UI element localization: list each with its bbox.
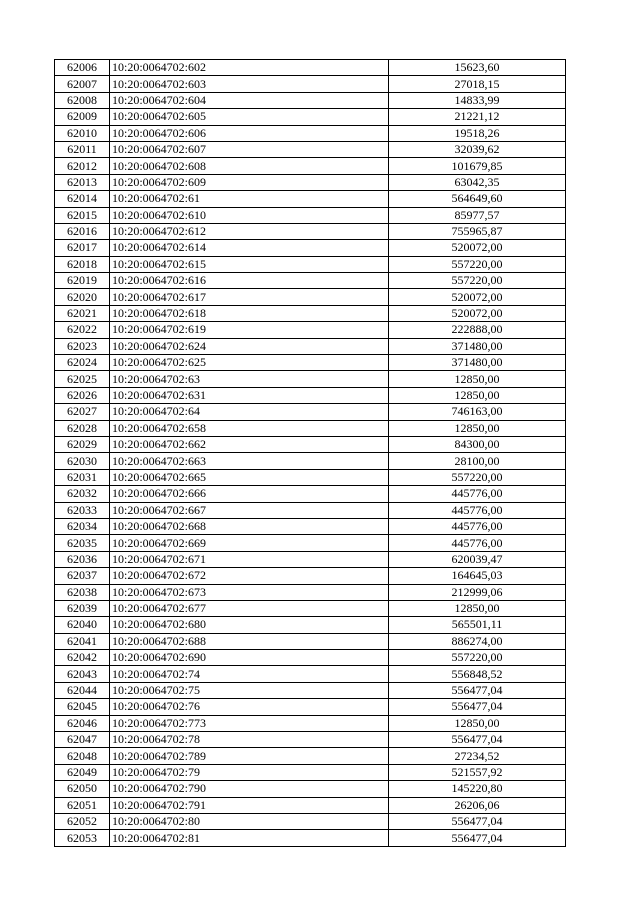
table-row (55, 502, 566, 518)
cadastral-number-cell: 10:20:0064702:688 (110, 633, 389, 649)
cadastral-number-cell: 10:20:0064702:603 (110, 76, 389, 92)
cadastral-number-cell: 10:20:0064702:671 (110, 551, 389, 567)
cadastral-value-cell: 164645,03 (389, 568, 566, 584)
table-row (55, 813, 566, 829)
cadastral-value-cell: 886274,00 (389, 633, 566, 649)
row-number-cell: 62018 (55, 256, 110, 272)
table-row (55, 420, 566, 436)
cadastral-value-cell: 520072,00 (389, 240, 566, 256)
cadastral-value-cell: 565501,11 (389, 617, 566, 633)
cadastral-number-cell: 10:20:0064702:610 (110, 207, 389, 223)
cadastral-value-cell: 521557,92 (389, 764, 566, 780)
table-row (55, 781, 566, 797)
cadastral-number-cell: 10:20:0064702:666 (110, 486, 389, 502)
row-number-cell: 62048 (55, 748, 110, 764)
row-number-cell: 62038 (55, 584, 110, 600)
row-number-cell: 62027 (55, 404, 110, 420)
cadastral-number-cell: 10:20:0064702:619 (110, 322, 389, 338)
cadastral-number-cell: 10:20:0064702:602 (110, 60, 389, 76)
table-row (55, 355, 566, 371)
row-number-cell: 62009 (55, 109, 110, 125)
cadastral-number-cell: 10:20:0064702:624 (110, 338, 389, 354)
cadastral-value-cell: 84300,00 (389, 436, 566, 452)
table-row (55, 551, 566, 567)
cadastral-value-cell: 27234,52 (389, 748, 566, 764)
row-number-cell: 62028 (55, 420, 110, 436)
cadastral-number-cell: 10:20:0064702:616 (110, 273, 389, 289)
table-row (55, 92, 566, 108)
row-number-cell: 62021 (55, 305, 110, 321)
cadastral-value-cell: 21221,12 (389, 109, 566, 125)
cadastral-value-cell: 12850,00 (389, 420, 566, 436)
row-number-cell: 62039 (55, 600, 110, 616)
table-row (55, 535, 566, 551)
cadastral-value-cell: 101679,85 (389, 158, 566, 174)
cadastral-number-cell: 10:20:0064702:609 (110, 174, 389, 190)
cadastral-number-cell: 10:20:0064702:64 (110, 404, 389, 420)
table-row (55, 158, 566, 174)
cadastral-number-cell: 10:20:0064702:78 (110, 732, 389, 748)
row-number-cell: 62024 (55, 355, 110, 371)
table-row (55, 338, 566, 354)
row-number-cell: 62014 (55, 191, 110, 207)
cadastral-number-cell: 10:20:0064702:604 (110, 92, 389, 108)
cadastral-number-cell: 10:20:0064702:665 (110, 469, 389, 485)
cadastral-value-cell: 32039,62 (389, 141, 566, 157)
cadastral-value-cell: 556477,04 (389, 682, 566, 698)
cadastral-number-cell: 10:20:0064702:608 (110, 158, 389, 174)
table-row (55, 125, 566, 141)
cadastral-value-cell: 28100,00 (389, 453, 566, 469)
cadastral-value-cell: 445776,00 (389, 502, 566, 518)
cadastral-value-cell: 12850,00 (389, 387, 566, 403)
cadastral-number-cell: 10:20:0064702:76 (110, 699, 389, 715)
cadastral-value-cell: 520072,00 (389, 305, 566, 321)
row-number-cell: 62022 (55, 322, 110, 338)
cadastral-value-cell: 12850,00 (389, 371, 566, 387)
cadastral-number-cell: 10:20:0064702:789 (110, 748, 389, 764)
cadastral-value-cell: 19518,26 (389, 125, 566, 141)
cadastral-number-cell: 10:20:0064702:677 (110, 600, 389, 616)
row-number-cell: 62035 (55, 535, 110, 551)
row-number-cell: 62053 (55, 830, 110, 846)
table-row (55, 699, 566, 715)
cadastral-number-cell: 10:20:0064702:80 (110, 813, 389, 829)
row-number-cell: 62032 (55, 486, 110, 502)
table-row (55, 764, 566, 780)
row-number-cell: 62047 (55, 732, 110, 748)
cadastral-value-cell: 557220,00 (389, 256, 566, 272)
cadastral-value-cell: 15623,60 (389, 60, 566, 76)
row-number-cell: 62045 (55, 699, 110, 715)
cadastral-number-cell: 10:20:0064702:615 (110, 256, 389, 272)
cadastral-number-cell: 10:20:0064702:669 (110, 535, 389, 551)
cadastral-number-cell: 10:20:0064702:617 (110, 289, 389, 305)
cadastral-value-cell: 557220,00 (389, 273, 566, 289)
cadastral-value-cell: 556848,52 (389, 666, 566, 682)
row-number-cell: 62012 (55, 158, 110, 174)
table-row (55, 60, 566, 76)
table-row (55, 830, 566, 846)
cadastral-value-cell: 556477,04 (389, 830, 566, 846)
row-number-cell: 62034 (55, 518, 110, 534)
row-number-cell: 62013 (55, 174, 110, 190)
table-row (55, 666, 566, 682)
row-number-cell: 62015 (55, 207, 110, 223)
row-number-cell: 62033 (55, 502, 110, 518)
row-number-cell: 62046 (55, 715, 110, 731)
table-row (55, 469, 566, 485)
row-number-cell: 62049 (55, 764, 110, 780)
cadastral-number-cell: 10:20:0064702:668 (110, 518, 389, 534)
table-row (55, 568, 566, 584)
row-number-cell: 62029 (55, 436, 110, 452)
row-number-cell: 62044 (55, 682, 110, 698)
table-row (55, 207, 566, 223)
cadastral-number-cell: 10:20:0064702:631 (110, 387, 389, 403)
cadastral-value-cell: 445776,00 (389, 535, 566, 551)
cadastral-number-cell: 10:20:0064702:773 (110, 715, 389, 731)
cadastral-value-cell: 212999,06 (389, 584, 566, 600)
cadastral-value-cell: 746163,00 (389, 404, 566, 420)
cadastral-value-cell: 556477,04 (389, 813, 566, 829)
table-body (55, 60, 566, 847)
row-number-cell: 62030 (55, 453, 110, 469)
table-row (55, 191, 566, 207)
cadastral-number-cell: 10:20:0064702:81 (110, 830, 389, 846)
table-row (55, 387, 566, 403)
cadastral-number-cell: 10:20:0064702:625 (110, 355, 389, 371)
cadastral-number-cell: 10:20:0064702:605 (110, 109, 389, 125)
cadastral-number-cell: 10:20:0064702:790 (110, 781, 389, 797)
cadastral-value-cell: 557220,00 (389, 469, 566, 485)
table-row (55, 617, 566, 633)
row-number-cell: 62008 (55, 92, 110, 108)
row-number-cell: 62052 (55, 813, 110, 829)
table-row (55, 223, 566, 239)
cadastral-value-cell: 12850,00 (389, 715, 566, 731)
cadastral-number-cell: 10:20:0064702:791 (110, 797, 389, 813)
row-number-cell: 62023 (55, 338, 110, 354)
cadastral-value-cell: 27018,15 (389, 76, 566, 92)
cadastral-number-cell: 10:20:0064702:672 (110, 568, 389, 584)
cadastral-value-cell: 222888,00 (389, 322, 566, 338)
table-row (55, 633, 566, 649)
row-number-cell: 62043 (55, 666, 110, 682)
table-row (55, 289, 566, 305)
cadastral-number-cell: 10:20:0064702:614 (110, 240, 389, 256)
cadastral-number-cell: 10:20:0064702:673 (110, 584, 389, 600)
row-number-cell: 62026 (55, 387, 110, 403)
table-row (55, 240, 566, 256)
table-row (55, 748, 566, 764)
row-number-cell: 62041 (55, 633, 110, 649)
row-number-cell: 62006 (55, 60, 110, 76)
cadastral-value-cell: 564649,60 (389, 191, 566, 207)
table-row (55, 256, 566, 272)
row-number-cell: 62017 (55, 240, 110, 256)
cadastral-value-cell: 445776,00 (389, 518, 566, 534)
cadastral-number-cell: 10:20:0064702:618 (110, 305, 389, 321)
table-row (55, 436, 566, 452)
row-number-cell: 62010 (55, 125, 110, 141)
cadastral-value-cell: 556477,04 (389, 732, 566, 748)
row-number-cell: 62042 (55, 650, 110, 666)
table-row (55, 109, 566, 125)
cadastral-number-cell: 10:20:0064702:680 (110, 617, 389, 633)
cadastral-number-cell: 10:20:0064702:667 (110, 502, 389, 518)
cadastral-value-cell: 620039,47 (389, 551, 566, 567)
table-row (55, 650, 566, 666)
cadastral-value-cell: 26206,06 (389, 797, 566, 813)
table-row (55, 76, 566, 92)
cadastral-number-cell: 10:20:0064702:658 (110, 420, 389, 436)
row-number-cell: 62050 (55, 781, 110, 797)
cadastral-number-cell: 10:20:0064702:61 (110, 191, 389, 207)
cadastral-number-cell: 10:20:0064702:663 (110, 453, 389, 469)
cadastral-number-cell: 10:20:0064702:79 (110, 764, 389, 780)
cadastral-number-cell: 10:20:0064702:662 (110, 436, 389, 452)
row-number-cell: 62011 (55, 141, 110, 157)
cadastral-number-cell: 10:20:0064702:607 (110, 141, 389, 157)
cadastral-value-cell: 14833,99 (389, 92, 566, 108)
table-row (55, 305, 566, 321)
cadastral-number-cell: 10:20:0064702:63 (110, 371, 389, 387)
row-number-cell: 62040 (55, 617, 110, 633)
table-row (55, 797, 566, 813)
cadastral-value-cell: 371480,00 (389, 338, 566, 354)
row-number-cell: 62020 (55, 289, 110, 305)
row-number-cell: 62036 (55, 551, 110, 567)
cadastral-value-cell: 371480,00 (389, 355, 566, 371)
table-row (55, 584, 566, 600)
table-row (55, 732, 566, 748)
table-row (55, 404, 566, 420)
cadastral-value-cell: 755965,87 (389, 223, 566, 239)
cadastral-number-cell: 10:20:0064702:612 (110, 223, 389, 239)
table-row (55, 682, 566, 698)
table-row (55, 141, 566, 157)
table-row (55, 273, 566, 289)
table-row (55, 453, 566, 469)
row-number-cell: 62051 (55, 797, 110, 813)
cadastral-value-cell: 556477,04 (389, 699, 566, 715)
cadastral-number-cell: 10:20:0064702:74 (110, 666, 389, 682)
row-number-cell: 62025 (55, 371, 110, 387)
row-number-cell: 62016 (55, 223, 110, 239)
cadastral-value-cell: 63042,35 (389, 174, 566, 190)
cadastral-number-cell: 10:20:0064702:606 (110, 125, 389, 141)
table-row (55, 715, 566, 731)
cadastral-value-cell: 12850,00 (389, 600, 566, 616)
row-number-cell: 62007 (55, 76, 110, 92)
cadastral-value-cell: 557220,00 (389, 650, 566, 666)
cadastral-value-cell: 445776,00 (389, 486, 566, 502)
cadastral-value-table (54, 59, 566, 847)
cadastral-value-cell: 85977,57 (389, 207, 566, 223)
cadastral-value-cell: 145220,80 (389, 781, 566, 797)
table-row (55, 371, 566, 387)
row-number-cell: 62019 (55, 273, 110, 289)
table-row (55, 322, 566, 338)
cadastral-value-cell: 520072,00 (389, 289, 566, 305)
cadastral-number-cell: 10:20:0064702:690 (110, 650, 389, 666)
table-row (55, 518, 566, 534)
table-row (55, 600, 566, 616)
table-row (55, 174, 566, 190)
row-number-cell: 62031 (55, 469, 110, 485)
row-number-cell: 62037 (55, 568, 110, 584)
table-row (55, 486, 566, 502)
cadastral-number-cell: 10:20:0064702:75 (110, 682, 389, 698)
